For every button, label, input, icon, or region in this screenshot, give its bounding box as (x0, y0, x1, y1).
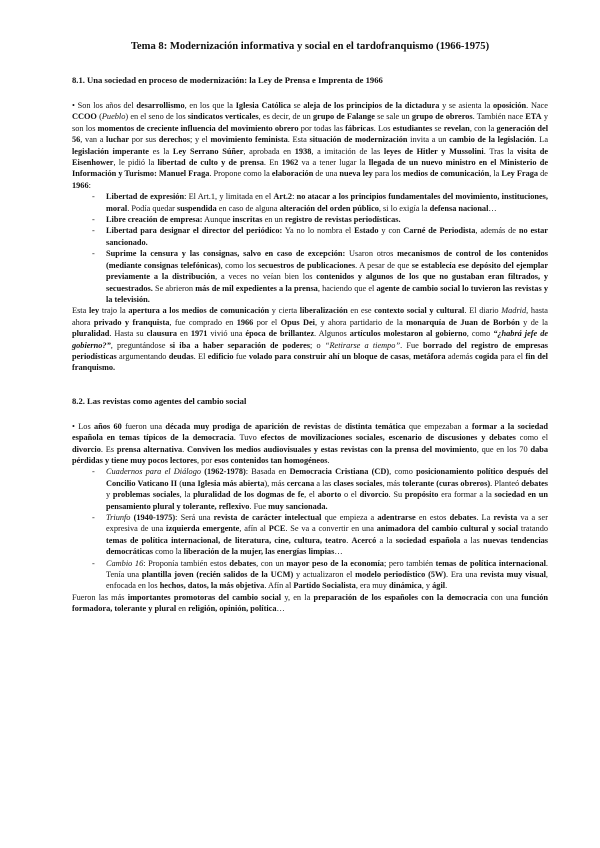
list-item: - Libre creación de empresa: Aunque inscritas en un registro de revistas periodísticas. (106, 214, 548, 225)
page-title: Tema 8: Modernización informativa y social en el tardofranquismo (1966-1975) (130, 41, 490, 52)
list-item: - Libertad de expresión: El Art.1, y limitada en el Art.2: no atacar a los principios fundamentales del movimiento, instituciones, moral. Podía quedar suspendida en caso de alguna alteración del orden público, si lo exigía la defensa nacional… (106, 191, 548, 214)
list-item: - Triunfo (1940-1975): Será una revista de carácter intelectual que empieza a adentrarse en estos debates. La revista va a ser expresiva de una izquierda emergente, afín al PCE. Se va a convertir en una animadora del cambio cultural y social tratando temas de política internacional, de literatura, cine, cultura, teatro. Acercó a la sociedad española a las nuevas tendencias democráticas como la liberación de la mujer, las energías limpias… (106, 512, 548, 558)
section-2-closing: Fueron las más importantes promotoras del cambio social y, en la preparación de los españoles con la democracia con una función formadora, tolerante y plural en religión, opinión, política… (72, 592, 548, 614)
section-2-heading: 8.2. Las revistas como agentes del cambio social (72, 395, 247, 406)
section-1-heading: 8.1. Una sociedad en proceso de modernización: la Ley de Prensa e Imprenta de 1966 (72, 75, 383, 85)
section-2-intro: • Los años 60 fueron una década muy prodiga de aparición de revistas de distinta temática que empezaban a formar a la sociedad española en temas típicos de la democracia. Tuvo efectos de movilizaciones sociales, escenario de discusiones y debates como el divorcio. Es prensa alternativa. Conviven los medios audiovisuales y estas revistas con la prensa del movimiento, que en los 70 daba pérdidas y tiene muy pocos lectores, por esos contenidos tan homogéneos. (72, 421, 549, 465)
list-item: - Libertad para designar el director del periódico: Ya no lo nombra el Estado y con Carné de Periodista, además de no estar sancionado. (106, 225, 548, 248)
list-item: - Suprime la censura y las consignas, salvo en caso de excepción: Usaron otros mecanismos de control de los contenidos (mediante consignas telefónicas), como los secuestros de publicaciones. A pesar de que se establecía ese depósito del ejemplar previamente a la distribución, a veces no veían bien los contenidos y algunos de los que no gustaban eran filtrados, y secuestrados. Se abrieron más de mil expedientes a la prensa, haciendo que el agente de cambio social lo tuvieron las revistas y la televisión. (106, 248, 548, 305)
list-item: - Cuadernos para el Diálogo (1962-1978): Basada en Democracia Cristiana (CD), como posicionamiento político después del Concilio Vaticano II (una Iglesia más abierta), más cercana a las clases sociales, más tolerante (curas obreros). Planteó debates y problemas sociales, la pluralidad de los dogmas de fe, el aborto o el divorcio. Su propósito era formar a la sociedad en un pensamiento plural y tolerante, reflexivo. Fue muy sancionada. (106, 466, 548, 512)
list-item: - Cambio 16: Proponía también estos debates, con un mayor peso de la economía; pero también temas de política internacional. Tenía una plantilla joven (recién salidos de la UCM) y actualizaron el modelo periodístico (5W). Era una revista muy visual, enfocada en los hechos, datos, la más objetiva. Afín al Partido Socialista, era muy dinámica, y ágil. (106, 558, 548, 592)
section-1-intro: • Son los años del desarrollismo, en los que la Iglesia Católica se aleja de los principios de la dictadura y se asienta la oposición. Nace CCOO (Pueblo) en el seno de los sindicatos verticales, es decir, de un grupo de Falange se sale un grupo de obreros. También nace ETA y son los momentos de creciente influencia del movimiento obrero por todas las fábricas. Los estudiantes se revelan, con la generación del 56, van a luchar por sus derechos; y el movimiento feminista. Esta situación de modernización invita a un cambio de la legislación. La legislación imperante es la Ley Serrano Súñer, aprobada en 1938, a imitación de las leyes de Hitler y Mussolini. Tras la visita de Eisenhower, le pidió la libertad de culto y de prensa. En 1962 va a tener lugar la llegada de un nuevo ministro en el Ministerio de Información y Turismo: Manuel Fraga. Propone como la elaboración de una nueva ley para los medios de comunicación, la Ley Fraga de 1966: (72, 101, 549, 190)
section-2-list (72, 466, 548, 591)
section-1-list (72, 191, 548, 305)
section-1-closing: Esta ley trajo la apertura a los medios de comunicación y cierta liberalización en ese contexto social y cultural. El diario Madrid, hasta ahora privado y franquista, fue comprado en 1966 por el Opus Dei, y ahora partidario de la monarquía de Juan de Borbón y de la pluralidad. Hasta su clausura en 1971 vivió una época de brillantez. Algunos artículos molestaron al gobierno, como “¿habrá jefe de gobierno?”, preguntándose si iba a haber separación de poderes; o “Retirarse a tiempo”. Fue borrado del registro de empresas periodísticas argumentando deudas. El edificio fue volado para construir ahí un bloque de casas, metáfora además cogida para el fin del franquismo. (72, 306, 549, 373)
